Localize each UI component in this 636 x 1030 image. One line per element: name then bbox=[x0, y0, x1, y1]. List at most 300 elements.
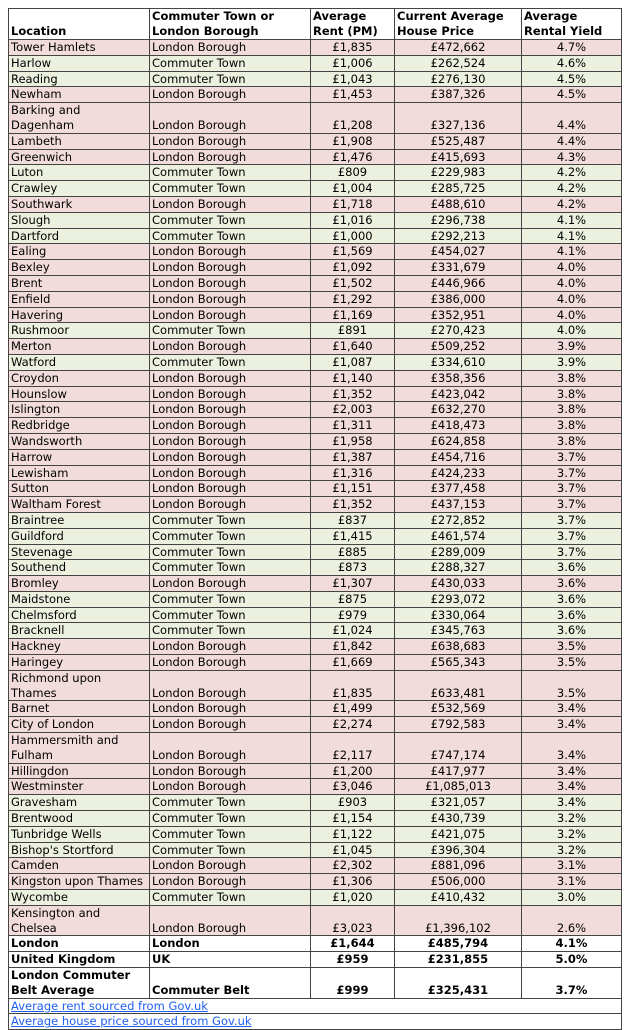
cell-price: £321,057 bbox=[395, 795, 522, 811]
table-row bbox=[9, 275, 622, 291]
cell-rent: £1,087 bbox=[311, 354, 395, 370]
cell-type: Commuter Town bbox=[150, 811, 311, 827]
cell-type: London Borough bbox=[150, 449, 311, 465]
cell-yield: 4.0% bbox=[522, 291, 622, 307]
cell-yield: 3.2% bbox=[522, 826, 622, 842]
cell-rent: £1,842 bbox=[311, 639, 395, 655]
cell-price: £633,481 bbox=[395, 670, 522, 701]
cell-location: Brent bbox=[9, 275, 150, 291]
cell-type: London Borough bbox=[150, 133, 311, 149]
cell-rent: £1,092 bbox=[311, 260, 395, 276]
table-row bbox=[9, 291, 622, 307]
cell-price: £424,233 bbox=[395, 465, 522, 481]
cell-type: London bbox=[150, 936, 311, 952]
cell-yield: 3.4% bbox=[522, 763, 622, 779]
cell-rent: £1,311 bbox=[311, 418, 395, 434]
cell-location: Merton bbox=[9, 339, 150, 355]
table-row bbox=[9, 228, 622, 244]
cell-price: £506,000 bbox=[395, 874, 522, 890]
cell-type: London Borough bbox=[150, 717, 311, 733]
table-row bbox=[9, 244, 622, 260]
cell-type: Commuter Town bbox=[150, 591, 311, 607]
cell-rent: £1,835 bbox=[311, 40, 395, 56]
cell-yield: 3.5% bbox=[522, 670, 622, 701]
cell-rent: £1,154 bbox=[311, 811, 395, 827]
cell-price: £430,033 bbox=[395, 576, 522, 592]
table-row bbox=[9, 858, 622, 874]
cell-location: Hounslow bbox=[9, 386, 150, 402]
table-row bbox=[9, 607, 622, 623]
summary-row bbox=[9, 968, 622, 999]
cell-yield: 3.4% bbox=[522, 795, 622, 811]
cell-yield: 3.7% bbox=[522, 968, 622, 999]
cell-price: £792,583 bbox=[395, 717, 522, 733]
cell-type: London Borough bbox=[150, 701, 311, 717]
cell-price: £525,487 bbox=[395, 133, 522, 149]
cell-yield: 3.6% bbox=[522, 576, 622, 592]
cell-rent: £873 bbox=[311, 560, 395, 576]
cell-rent: £1,644 bbox=[311, 936, 395, 952]
table-row bbox=[9, 763, 622, 779]
table-row bbox=[9, 842, 622, 858]
cell-location: Braintree bbox=[9, 512, 150, 528]
cell-rent: £959 bbox=[311, 952, 395, 968]
cell-price: £1,396,102 bbox=[395, 905, 522, 936]
cell-price: £288,327 bbox=[395, 560, 522, 576]
cell-type: London Borough bbox=[150, 481, 311, 497]
cell-yield: 3.8% bbox=[522, 386, 622, 402]
table-row bbox=[9, 165, 622, 181]
table-row bbox=[9, 512, 622, 528]
cell-yield: 3.7% bbox=[522, 465, 622, 481]
table-row bbox=[9, 87, 622, 103]
cell-price: £229,983 bbox=[395, 165, 522, 181]
cell-price: £262,524 bbox=[395, 55, 522, 71]
table-row bbox=[9, 103, 622, 134]
cell-yield: 3.2% bbox=[522, 842, 622, 858]
table-row bbox=[9, 497, 622, 513]
cell-yield: 3.4% bbox=[522, 779, 622, 795]
cell-location: Maidstone bbox=[9, 591, 150, 607]
cell-yield: 4.2% bbox=[522, 165, 622, 181]
cell-type: London Borough bbox=[150, 149, 311, 165]
table-row bbox=[9, 779, 622, 795]
cell-rent: £1,908 bbox=[311, 133, 395, 149]
cell-yield: 3.6% bbox=[522, 623, 622, 639]
cell-type: London Borough bbox=[150, 339, 311, 355]
table-row bbox=[9, 795, 622, 811]
cell-price: £532,569 bbox=[395, 701, 522, 717]
table-row bbox=[9, 560, 622, 576]
cell-type: London Borough bbox=[150, 655, 311, 671]
cell-price: £881,096 bbox=[395, 858, 522, 874]
cell-location: London Commuter Belt Average bbox=[9, 968, 150, 999]
cell-location: Newham bbox=[9, 87, 150, 103]
cell-location: Brentwood bbox=[9, 811, 150, 827]
cell-location: Camden bbox=[9, 858, 150, 874]
cell-rent: £2,003 bbox=[311, 402, 395, 418]
cell-rent: £2,302 bbox=[311, 858, 395, 874]
table-row bbox=[9, 339, 622, 355]
cell-location: Guildford bbox=[9, 528, 150, 544]
cell-location: Tower Hamlets bbox=[9, 40, 150, 56]
cell-price: £270,423 bbox=[395, 323, 522, 339]
cell-location: London bbox=[9, 936, 150, 952]
cell-location: Haringey bbox=[9, 655, 150, 671]
cell-yield: 2.6% bbox=[522, 905, 622, 936]
cell-price: £334,610 bbox=[395, 354, 522, 370]
cell-rent: £1,000 bbox=[311, 228, 395, 244]
cell-rent: £1,669 bbox=[311, 655, 395, 671]
table-row bbox=[9, 370, 622, 386]
cell-yield: 3.4% bbox=[522, 733, 622, 764]
cell-rent: £1,499 bbox=[311, 701, 395, 717]
cell-yield: 4.2% bbox=[522, 181, 622, 197]
cell-yield: 4.7% bbox=[522, 40, 622, 56]
cell-price: £396,304 bbox=[395, 842, 522, 858]
cell-yield: 4.0% bbox=[522, 260, 622, 276]
cell-rent: £1,045 bbox=[311, 842, 395, 858]
table-row bbox=[9, 212, 622, 228]
cell-price: £624,858 bbox=[395, 433, 522, 449]
cell-rent: £1,718 bbox=[311, 196, 395, 212]
cell-type: London Borough bbox=[150, 763, 311, 779]
cell-rent: £2,274 bbox=[311, 717, 395, 733]
cell-price: £472,662 bbox=[395, 40, 522, 56]
cell-rent: £1,453 bbox=[311, 87, 395, 103]
cell-rent: £1,352 bbox=[311, 497, 395, 513]
cell-location: Greenwich bbox=[9, 149, 150, 165]
cell-location: Harrow bbox=[9, 449, 150, 465]
cell-yield: 4.3% bbox=[522, 149, 622, 165]
cell-rent: £1,835 bbox=[311, 670, 395, 701]
cell-location: Richmond upon Thames bbox=[9, 670, 150, 701]
cell-location: Islington bbox=[9, 402, 150, 418]
cell-rent: £3,046 bbox=[311, 779, 395, 795]
cell-type: London Borough bbox=[150, 874, 311, 890]
cell-yield: 3.9% bbox=[522, 339, 622, 355]
cell-price: £417,977 bbox=[395, 763, 522, 779]
table-row bbox=[9, 40, 622, 56]
cell-type: London Borough bbox=[150, 733, 311, 764]
table-row bbox=[9, 544, 622, 560]
cell-rent: £1,958 bbox=[311, 433, 395, 449]
cell-type: London Borough bbox=[150, 307, 311, 323]
rental-yield-table bbox=[8, 8, 622, 1030]
source-link[interactable]: Average rent sourced from Gov.uk bbox=[11, 998, 208, 1013]
cell-location: Stevenage bbox=[9, 544, 150, 560]
cell-rent: £1,140 bbox=[311, 370, 395, 386]
cell-location: Westminster bbox=[9, 779, 150, 795]
table-row bbox=[9, 418, 622, 434]
cell-type: Commuter Town bbox=[150, 212, 311, 228]
cell-yield: 3.6% bbox=[522, 591, 622, 607]
summary-row bbox=[9, 936, 622, 952]
table-row bbox=[9, 733, 622, 764]
cell-yield: 3.7% bbox=[522, 528, 622, 544]
cell-price: £430,739 bbox=[395, 811, 522, 827]
cell-type: London Borough bbox=[150, 497, 311, 513]
cell-location: City of London bbox=[9, 717, 150, 733]
cell-type: Commuter Town bbox=[150, 71, 311, 87]
cell-price: £358,356 bbox=[395, 370, 522, 386]
cell-rent: £1,169 bbox=[311, 307, 395, 323]
cell-yield: 4.4% bbox=[522, 133, 622, 149]
cell-yield: 3.8% bbox=[522, 402, 622, 418]
cell-price: £386,000 bbox=[395, 291, 522, 307]
header-rent: Average Rent (PM) bbox=[311, 9, 395, 40]
cell-location: Barking and Dagenham bbox=[9, 103, 150, 134]
cell-type: London Borough bbox=[150, 260, 311, 276]
cell-location: Ealing bbox=[9, 244, 150, 260]
cell-location: Rushmoor bbox=[9, 323, 150, 339]
table-row bbox=[9, 670, 622, 701]
cell-price: £565,343 bbox=[395, 655, 522, 671]
header-type: Commuter Town or London Borough bbox=[150, 9, 311, 40]
cell-rent: £1,640 bbox=[311, 339, 395, 355]
table-row bbox=[9, 433, 622, 449]
cell-type: London Borough bbox=[150, 87, 311, 103]
table-row bbox=[9, 655, 622, 671]
cell-type: London Borough bbox=[150, 291, 311, 307]
cell-price: £415,693 bbox=[395, 149, 522, 165]
cell-yield: 4.0% bbox=[522, 307, 622, 323]
cell-type: Commuter Town bbox=[150, 323, 311, 339]
cell-type: London Borough bbox=[150, 103, 311, 134]
cell-price: £632,270 bbox=[395, 402, 522, 418]
cell-price: £437,153 bbox=[395, 497, 522, 513]
cell-yield: 3.8% bbox=[522, 433, 622, 449]
cell-rent: £1,502 bbox=[311, 275, 395, 291]
cell-rent: £1,476 bbox=[311, 149, 395, 165]
table-row bbox=[9, 449, 622, 465]
cell-rent: £875 bbox=[311, 591, 395, 607]
cell-type: London Borough bbox=[150, 370, 311, 386]
cell-rent: £1,208 bbox=[311, 103, 395, 134]
cell-rent: £1,306 bbox=[311, 874, 395, 890]
cell-yield: 3.8% bbox=[522, 418, 622, 434]
cell-rent: £1,307 bbox=[311, 576, 395, 592]
table-row bbox=[9, 402, 622, 418]
cell-location: Tunbridge Wells bbox=[9, 826, 150, 842]
cell-location: Barnet bbox=[9, 701, 150, 717]
header-row bbox=[9, 9, 622, 40]
cell-yield: 3.7% bbox=[522, 544, 622, 560]
cell-price: £446,966 bbox=[395, 275, 522, 291]
cell-yield: 3.7% bbox=[522, 497, 622, 513]
cell-type: Commuter Town bbox=[150, 181, 311, 197]
cell-location: Wycombe bbox=[9, 890, 150, 906]
cell-rent: £3,023 bbox=[311, 905, 395, 936]
cell-rent: £1,151 bbox=[311, 481, 395, 497]
cell-yield: 4.2% bbox=[522, 196, 622, 212]
source-link[interactable]: Average house price sourced from Gov.uk bbox=[11, 1014, 252, 1029]
cell-location: Chelmsford bbox=[9, 607, 150, 623]
cell-rent: £1,569 bbox=[311, 244, 395, 260]
table-row bbox=[9, 591, 622, 607]
table-row bbox=[9, 623, 622, 639]
cell-location: Gravesham bbox=[9, 795, 150, 811]
cell-location: Hillingdon bbox=[9, 763, 150, 779]
table-row bbox=[9, 874, 622, 890]
cell-yield: 3.1% bbox=[522, 874, 622, 890]
cell-price: £330,064 bbox=[395, 607, 522, 623]
cell-yield: 3.8% bbox=[522, 370, 622, 386]
cell-rent: £1,006 bbox=[311, 55, 395, 71]
cell-location: Bishop's Stortford bbox=[9, 842, 150, 858]
cell-location: Croydon bbox=[9, 370, 150, 386]
cell-rent: £1,020 bbox=[311, 890, 395, 906]
table-row bbox=[9, 71, 622, 87]
cell-price: £231,855 bbox=[395, 952, 522, 968]
cell-type: London Borough bbox=[150, 40, 311, 56]
cell-location: Hammersmith and Fulham bbox=[9, 733, 150, 764]
table-row bbox=[9, 481, 622, 497]
cell-location: Dartford bbox=[9, 228, 150, 244]
table-row bbox=[9, 323, 622, 339]
cell-type: Commuter Town bbox=[150, 795, 311, 811]
cell-location: Crawley bbox=[9, 181, 150, 197]
cell-type: Commuter Town bbox=[150, 607, 311, 623]
cell-type: Commuter Belt bbox=[150, 968, 311, 999]
cell-location: Lewisham bbox=[9, 465, 150, 481]
cell-location: Wandsworth bbox=[9, 433, 150, 449]
table-row bbox=[9, 826, 622, 842]
header-location: Location bbox=[9, 9, 150, 40]
cell-price: £1,085,013 bbox=[395, 779, 522, 795]
table-row bbox=[9, 465, 622, 481]
cell-price: £454,716 bbox=[395, 449, 522, 465]
cell-location: Havering bbox=[9, 307, 150, 323]
cell-type: Commuter Town bbox=[150, 890, 311, 906]
cell-location: Bexley bbox=[9, 260, 150, 276]
cell-price: £747,174 bbox=[395, 733, 522, 764]
cell-location: Enfield bbox=[9, 291, 150, 307]
cell-type: London Borough bbox=[150, 244, 311, 260]
cell-location: Harlow bbox=[9, 55, 150, 71]
cell-location: Kensington and Chelsea bbox=[9, 905, 150, 936]
cell-yield: 3.5% bbox=[522, 655, 622, 671]
cell-location: United Kingdom bbox=[9, 952, 150, 968]
cell-yield: 3.6% bbox=[522, 607, 622, 623]
cell-location: Redbridge bbox=[9, 418, 150, 434]
cell-location: Sutton bbox=[9, 481, 150, 497]
cell-rent: £1,043 bbox=[311, 71, 395, 87]
cell-location: Bromley bbox=[9, 576, 150, 592]
cell-yield: 4.5% bbox=[522, 71, 622, 87]
cell-type: Commuter Town bbox=[150, 528, 311, 544]
cell-rent: £979 bbox=[311, 607, 395, 623]
cell-price: £488,610 bbox=[395, 196, 522, 212]
cell-location: Luton bbox=[9, 165, 150, 181]
table-row bbox=[9, 717, 622, 733]
cell-yield: 4.1% bbox=[522, 228, 622, 244]
table-row bbox=[9, 307, 622, 323]
cell-location: Southend bbox=[9, 560, 150, 576]
cell-rent: £1,016 bbox=[311, 212, 395, 228]
cell-location: Waltham Forest bbox=[9, 497, 150, 513]
cell-yield: 3.0% bbox=[522, 890, 622, 906]
cell-type: London Borough bbox=[150, 858, 311, 874]
cell-yield: 4.1% bbox=[522, 212, 622, 228]
cell-rent: £1,024 bbox=[311, 623, 395, 639]
cell-type: Commuter Town bbox=[150, 354, 311, 370]
table-row bbox=[9, 133, 622, 149]
summary-row bbox=[9, 952, 622, 968]
cell-location: Hackney bbox=[9, 639, 150, 655]
cell-price: £331,679 bbox=[395, 260, 522, 276]
cell-yield: 3.5% bbox=[522, 639, 622, 655]
cell-yield: 3.1% bbox=[522, 858, 622, 874]
cell-rent: £2,117 bbox=[311, 733, 395, 764]
cell-rent: £1,387 bbox=[311, 449, 395, 465]
cell-rent: £1,415 bbox=[311, 528, 395, 544]
cell-price: £325,431 bbox=[395, 968, 522, 999]
source-row bbox=[9, 998, 622, 1014]
table-row bbox=[9, 576, 622, 592]
cell-location: Kingston upon Thames bbox=[9, 874, 150, 890]
table-row bbox=[9, 181, 622, 197]
cell-price: £485,794 bbox=[395, 936, 522, 952]
cell-yield: 3.6% bbox=[522, 560, 622, 576]
cell-price: £387,326 bbox=[395, 87, 522, 103]
cell-type: London Borough bbox=[150, 418, 311, 434]
cell-rent: £903 bbox=[311, 795, 395, 811]
cell-type: Commuter Town bbox=[150, 623, 311, 639]
cell-price: £285,725 bbox=[395, 181, 522, 197]
cell-price: £418,473 bbox=[395, 418, 522, 434]
cell-rent: £891 bbox=[311, 323, 395, 339]
cell-type: London Borough bbox=[150, 576, 311, 592]
cell-type: London Borough bbox=[150, 196, 311, 212]
table-row bbox=[9, 905, 622, 936]
cell-price: £509,252 bbox=[395, 339, 522, 355]
cell-price: £272,852 bbox=[395, 512, 522, 528]
cell-rent: £809 bbox=[311, 165, 395, 181]
table-row bbox=[9, 639, 622, 655]
header-price: Current Average House Price bbox=[395, 9, 522, 40]
cell-yield: 3.7% bbox=[522, 481, 622, 497]
table-row bbox=[9, 196, 622, 212]
cell-type: Commuter Town bbox=[150, 544, 311, 560]
cell-yield: 4.5% bbox=[522, 87, 622, 103]
cell-yield: 3.4% bbox=[522, 701, 622, 717]
cell-location: Southwark bbox=[9, 196, 150, 212]
cell-type: UK bbox=[150, 952, 311, 968]
header-yield: Average Rental Yield bbox=[522, 9, 622, 40]
table-row bbox=[9, 55, 622, 71]
cell-price: £638,683 bbox=[395, 639, 522, 655]
cell-location: Slough bbox=[9, 212, 150, 228]
cell-type: Commuter Town bbox=[150, 55, 311, 71]
cell-price: £352,951 bbox=[395, 307, 522, 323]
cell-type: London Borough bbox=[150, 433, 311, 449]
table-row bbox=[9, 811, 622, 827]
cell-yield: 5.0% bbox=[522, 952, 622, 968]
cell-type: London Borough bbox=[150, 905, 311, 936]
cell-rent: £837 bbox=[311, 512, 395, 528]
cell-type: Commuter Town bbox=[150, 512, 311, 528]
cell-price: £296,738 bbox=[395, 212, 522, 228]
cell-price: £276,130 bbox=[395, 71, 522, 87]
cell-rent: £1,316 bbox=[311, 465, 395, 481]
cell-type: London Borough bbox=[150, 779, 311, 795]
cell-type: Commuter Town bbox=[150, 842, 311, 858]
cell-type: Commuter Town bbox=[150, 228, 311, 244]
cell-location: Lambeth bbox=[9, 133, 150, 149]
cell-yield: 4.1% bbox=[522, 244, 622, 260]
cell-price: £377,458 bbox=[395, 481, 522, 497]
